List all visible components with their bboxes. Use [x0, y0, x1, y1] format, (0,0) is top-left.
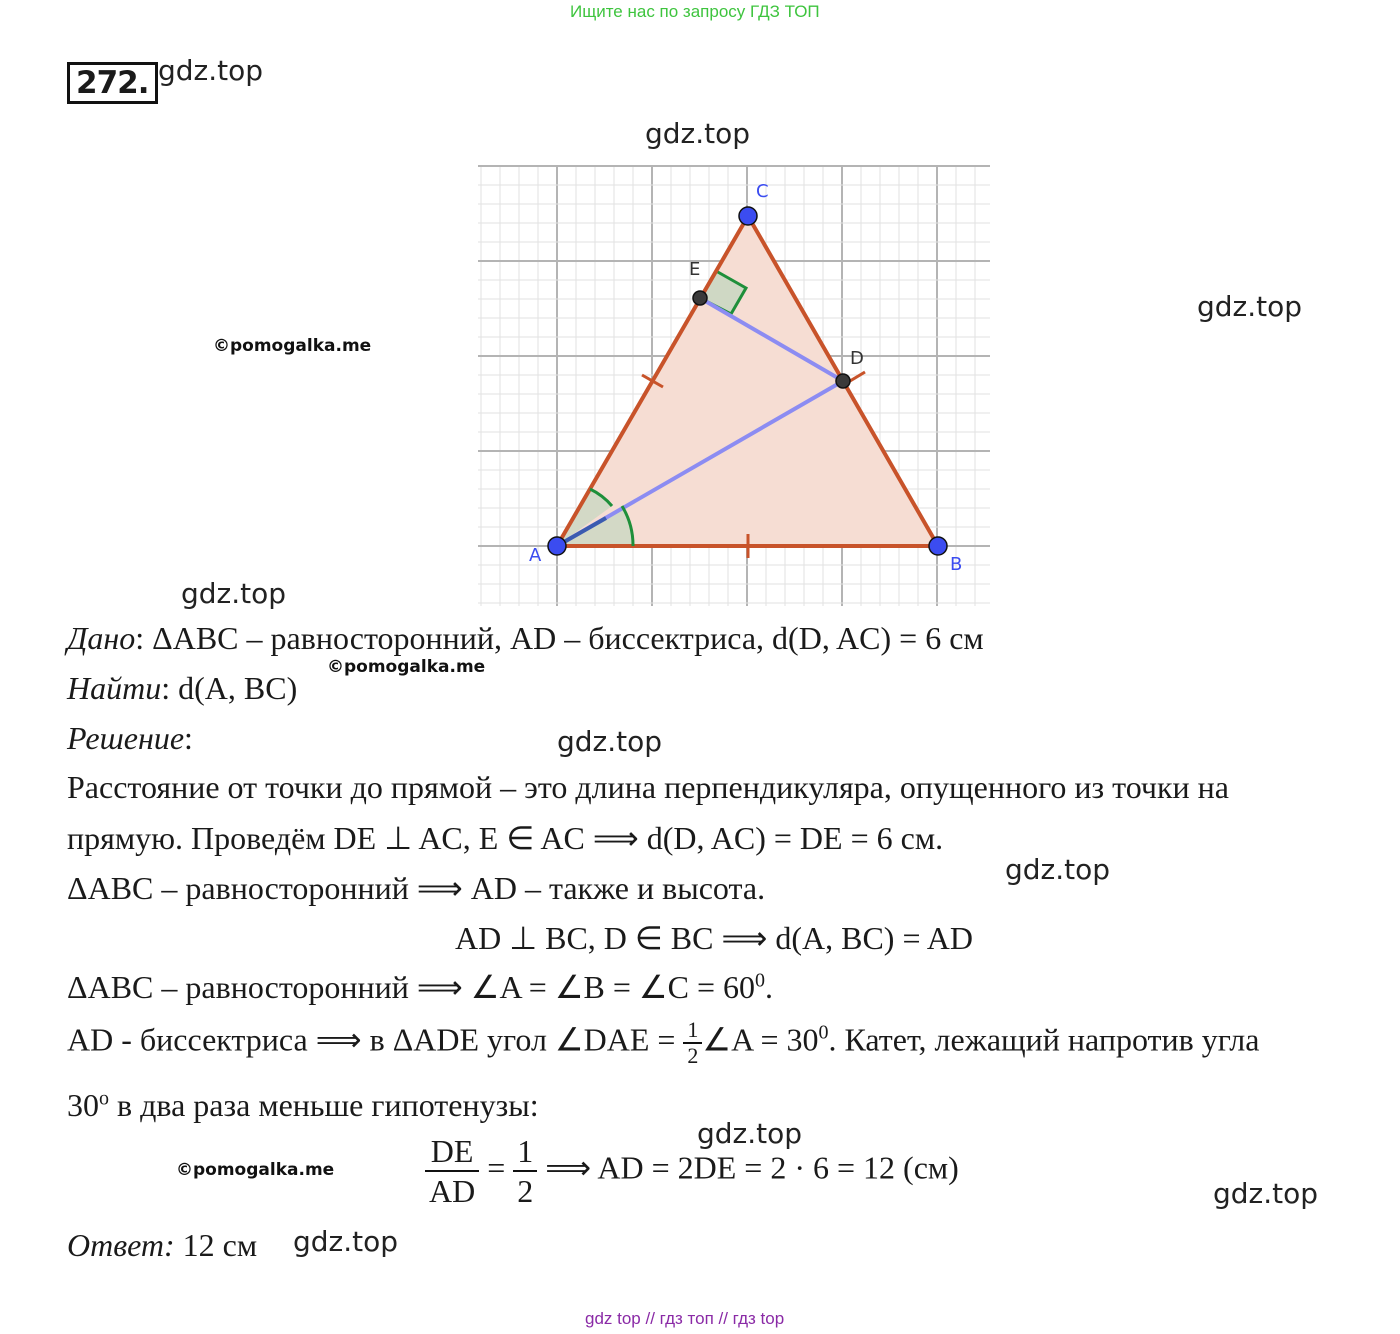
- solution-line-5: ΔABC – равносторонний ⟹ ∠A = ∠B = ∠C = $60^0$.: [67, 969, 773, 1005]
- answer-line: [67, 1227, 257, 1264]
- solution-line-6: AD - биссектриса ⟹ в ΔADE угол ∠DAE = $\frac{1}{2}$ ∠A = $30^0$. Катет, лежащий напротив угла: [67, 1017, 1260, 1068]
- given-line: [67, 620, 984, 657]
- footer-banner[interactable]: gdz top // гдз топ // гдз top: [585, 1309, 785, 1328]
- point-e: [693, 291, 707, 305]
- watermark-gdz: gdz.top: [158, 54, 264, 87]
- watermark-gdz: gdz.top: [181, 577, 287, 610]
- point-b: [929, 537, 947, 555]
- point-c: [739, 207, 757, 225]
- watermark-pomogalka: ©pomogalka.me: [176, 1160, 335, 1180]
- label-c: C: [756, 181, 769, 202]
- watermark-gdz: gdz.top: [1213, 1177, 1319, 1210]
- watermark-pomogalka: ©pomogalka.me: [327, 657, 486, 677]
- watermark-gdz: gdz.top: [1197, 290, 1303, 323]
- solution-label: Решение: [67, 720, 185, 756]
- given-text: : ΔABC – равносторонний, AD – биссектриса, d(D, AC) = 6 см: [135, 620, 984, 656]
- solution-line-7: 30$^o$ в два раза меньше гипотенузы:: [67, 1087, 539, 1123]
- solution-line-4: AD ⊥ BC, D ∈ BC ⟹ d(A, BC) = AD: [455, 920, 973, 956]
- solution-line-1: Расстояние от точки до прямой – это длина перпендикуляра, опущенного из точки на: [67, 769, 1229, 805]
- answer-label: Ответ:: [67, 1227, 175, 1263]
- given-label: Дано: [67, 620, 136, 656]
- label-d: D: [850, 348, 864, 369]
- watermark-pomogalka: ©pomogalka.me: [213, 336, 372, 356]
- find-text: : d(A, BC): [161, 670, 298, 706]
- label-e: E: [689, 259, 701, 280]
- top-banner[interactable]: Ищите нас по запросу ГДЗ ТОП: [570, 2, 820, 21]
- final-equation: $\frac{DE}{AD}$ = $\frac{1}{2}$ ⟹ AD = 2DE = 2 · 6 = 12 (см): [425, 1132, 959, 1210]
- solution-line-3: ΔABC – равносторонний ⟹ AD – также и высота.: [67, 870, 766, 906]
- find-label: Найти: [67, 670, 162, 706]
- watermark-gdz: gdz.top: [1005, 853, 1111, 886]
- solution-line-2: прямую. Проведём DE ⊥ AC, E ∈ AC ⟹ d(D, AC) = DE = 6 см.: [67, 820, 944, 856]
- point-a: [548, 537, 566, 555]
- watermark-gdz: gdz.top: [645, 117, 751, 150]
- problem-number: 272.: [67, 62, 158, 104]
- find-line: [67, 670, 297, 707]
- geometry-figure: [470, 160, 995, 610]
- point-d: [836, 374, 850, 388]
- label-a: A: [529, 545, 542, 566]
- watermark-gdz: gdz.top: [697, 1117, 803, 1150]
- solution-heading: Решение:: [67, 720, 193, 756]
- watermark-gdz: gdz.top: [557, 725, 663, 758]
- label-b: B: [950, 554, 963, 575]
- answer-text: 12 см: [174, 1227, 258, 1263]
- watermark-gdz: gdz.top: [293, 1225, 399, 1258]
